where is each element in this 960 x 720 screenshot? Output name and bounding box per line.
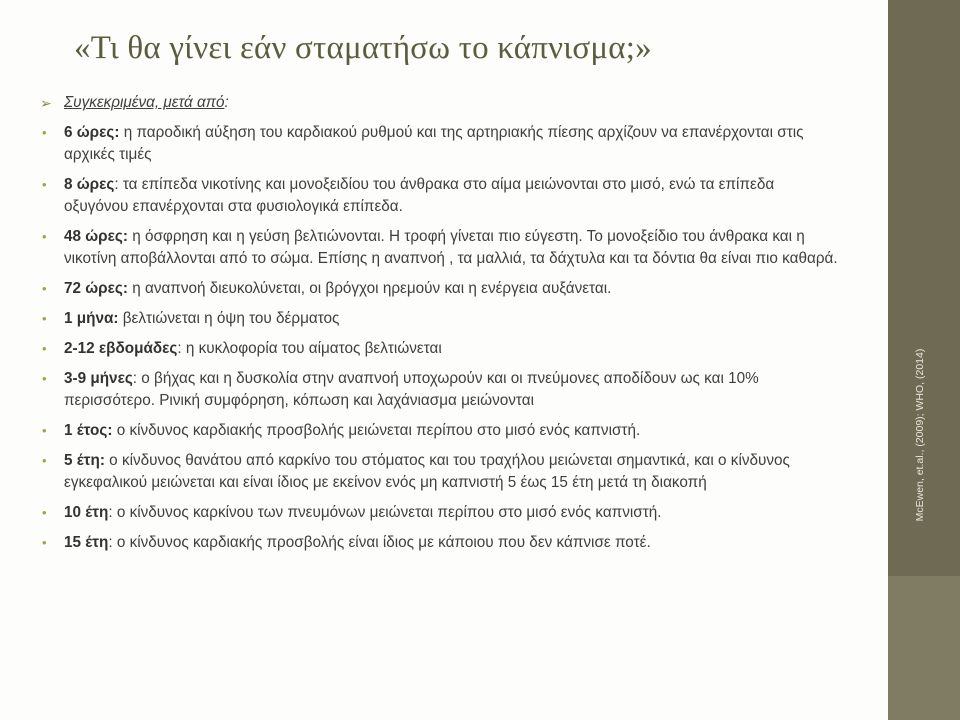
item-text: : ο κίνδυνος καρκίνου των πνευμόνων μειώνεται περίπου στο μισό ενός καπνιστή. xyxy=(108,504,662,521)
intro-line xyxy=(40,92,840,114)
list-item xyxy=(40,502,840,524)
dot-bullet-icon: • xyxy=(42,177,47,192)
item-term: 48 ώρες: xyxy=(64,228,128,245)
dot-bullet-icon: • xyxy=(42,371,47,386)
item-text: η παροδική αύξηση του καρδιακού ρυθμού και της αρτηριακής πίεσης αρχίζουν να επανέρχονται στις αρχικές τιμές xyxy=(64,124,804,163)
item-text: βελτιώνεται η όψη του δέρματος xyxy=(118,310,340,327)
item-term: 1 έτος: xyxy=(64,422,113,439)
timeline-list xyxy=(40,122,840,554)
item-term: 5 έτη: xyxy=(64,452,105,469)
item-term: 8 ώρες xyxy=(64,176,115,193)
dot-bullet-icon: • xyxy=(42,125,47,140)
item-text: : τα επίπεδα νικοτίνης και μονοξειδίου του άνθρακα στο αίμα μειώνονται στο μισό, ενώ τα επίπεδα οξυγόνου επανέρχονται στα φυσιολογικά επίπεδα. xyxy=(64,176,775,215)
item-term: 10 έτη xyxy=(64,504,109,521)
item-text: ο κίνδυνος καρδιακής προσβολής μειώνεται περίπου στο μισό ενός καπνιστή. xyxy=(112,422,641,439)
dot-bullet-icon: • xyxy=(42,341,47,356)
intro-suffix: : xyxy=(224,94,229,111)
intro-text: Συγκεκριμένα, μετά από xyxy=(64,94,225,111)
list-item xyxy=(40,338,840,360)
item-term: 6 ώρες: xyxy=(64,124,120,141)
list-item xyxy=(40,532,840,554)
dot-bullet-icon: • xyxy=(42,281,47,296)
dot-bullet-icon: • xyxy=(42,453,47,468)
item-text: : η κυκλοφορία του αίματος βελτιώνεται xyxy=(177,340,442,357)
list-item xyxy=(40,122,840,166)
dot-bullet-icon: • xyxy=(42,311,47,326)
citation: McEwen, et.al., (2009); WHO, (2014) xyxy=(914,348,926,522)
item-term: 72 ώρες: xyxy=(64,280,128,297)
list-item xyxy=(40,226,840,270)
item-term: 15 έτη xyxy=(64,534,109,551)
list-item xyxy=(40,278,840,300)
item-text: : ο βήχας και η δυσκολία στην αναπνοή υποχωρούν και οι πνεύμονες αποδίδουν ως και 10% περισσότερο. Ρινική συμφόρηση, κόπωση και λαχάνιασμα μειώνονται xyxy=(64,370,759,409)
item-term: 1 μήνα: xyxy=(64,310,119,327)
dot-bullet-icon: • xyxy=(42,535,47,550)
dot-bullet-icon: • xyxy=(42,423,47,438)
list-item xyxy=(40,368,840,412)
item-text: η αναπνοή διευκολύνεται, οι βρόγχοι ηρεμούν και η ενέργεια αυξάνεται. xyxy=(127,280,612,297)
list-item xyxy=(40,420,840,442)
slide-title: «Τι θα γίνει εάν σταματήσω το κάπνισμα;» xyxy=(74,30,652,66)
list-item xyxy=(40,308,840,330)
list-item xyxy=(40,450,840,494)
sidebar-lower-band xyxy=(888,576,960,720)
item-text: ο κίνδυνος θανάτου από καρκίνο του στόματος και του τραχήλου μειώνεται σημαντικά, και ο κίνδυνος εγκεφαλικού μειώνεται και είναι ίδιος με εκείνον ενός μη καπνιστή 5 έως 15 έτη μετά τη διακοπή xyxy=(64,452,790,491)
list-item xyxy=(40,174,840,218)
arrow-bullet-icon: ➢ xyxy=(40,95,52,111)
dot-bullet-icon: • xyxy=(42,505,47,520)
slide-content xyxy=(40,92,840,562)
item-term: 3-9 μήνες xyxy=(64,370,133,387)
dot-bullet-icon: • xyxy=(42,229,47,244)
item-text: : ο κίνδυνος καρδιακής προσβολής είναι ίδιος με κάποιου που δεν κάπνισε ποτέ. xyxy=(108,534,651,551)
item-term: 2-12 εβδομάδες xyxy=(64,340,178,357)
item-text: η όσφρηση και η γεύση βελτιώνονται. Η τροφή γίνεται πιο εύγεστη. Το μονοξείδιο του άνθρακα και η νικοτίνη αποβάλλονται από το σώμα. Επίσης η αναπνοή , τα μαλλιά, τα δάχτυλα και τα δόντια θα είναι πιο καθαρά. xyxy=(64,228,838,267)
